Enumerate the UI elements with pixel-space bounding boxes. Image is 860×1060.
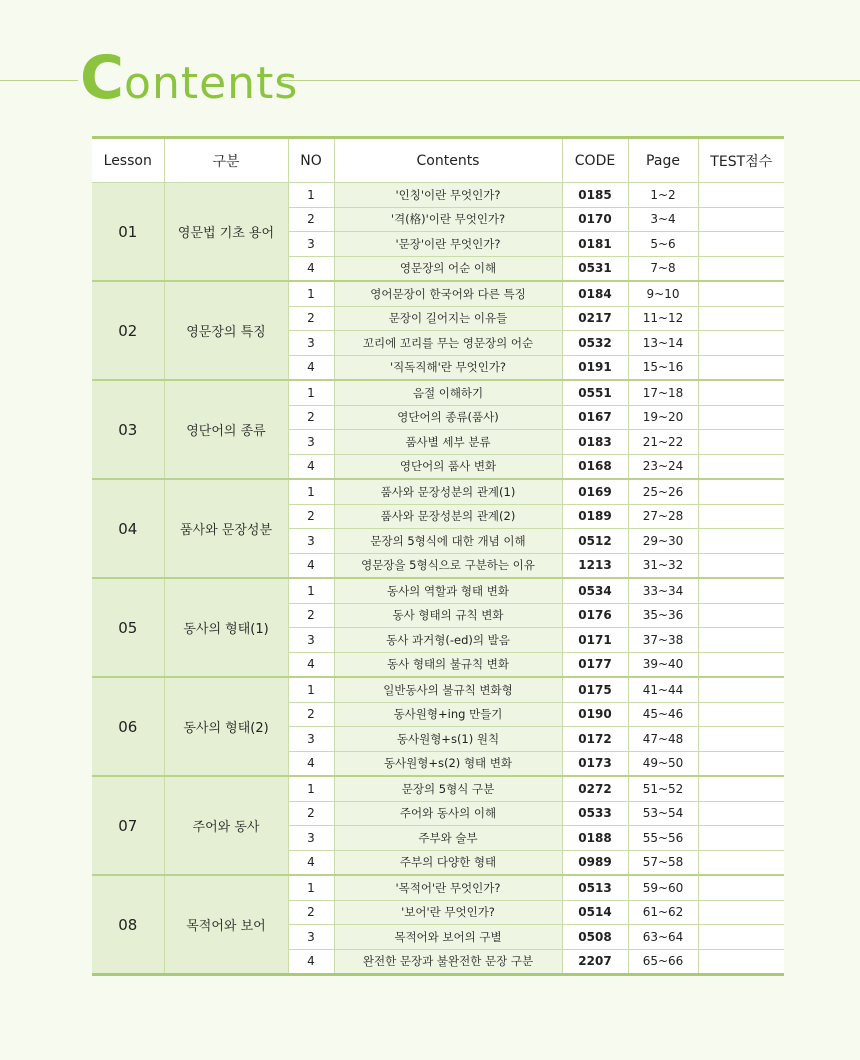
row-code: 0533 bbox=[562, 801, 628, 826]
row-page: 17~18 bbox=[628, 380, 698, 405]
row-contents: 동사원형+ing 만들기 bbox=[334, 702, 562, 727]
row-number: 3 bbox=[288, 529, 334, 554]
lesson-category: 품사와 문장성분 bbox=[164, 479, 288, 578]
table-row bbox=[92, 578, 784, 603]
test-score-cell[interactable] bbox=[698, 430, 784, 455]
row-code: 0513 bbox=[562, 875, 628, 900]
row-code: 0551 bbox=[562, 380, 628, 405]
lesson-number: 06 bbox=[92, 677, 164, 776]
test-score-cell[interactable] bbox=[698, 776, 784, 801]
row-page: 65~66 bbox=[628, 949, 698, 975]
lesson-number: 02 bbox=[92, 281, 164, 380]
test-score-cell[interactable] bbox=[698, 553, 784, 578]
table-row bbox=[92, 281, 784, 306]
row-contents: 동사원형+s(2) 형태 변화 bbox=[334, 751, 562, 776]
test-score-cell[interactable] bbox=[698, 925, 784, 950]
table-row bbox=[92, 380, 784, 405]
row-contents: '보어'란 무엇인가? bbox=[334, 900, 562, 925]
test-score-cell[interactable] bbox=[698, 355, 784, 380]
test-score-cell[interactable] bbox=[698, 875, 784, 900]
row-code: 0173 bbox=[562, 751, 628, 776]
row-code: 0272 bbox=[562, 776, 628, 801]
test-score-cell[interactable] bbox=[698, 801, 784, 826]
row-code: 0512 bbox=[562, 529, 628, 554]
test-score-cell[interactable] bbox=[698, 751, 784, 776]
row-page: 9~10 bbox=[628, 281, 698, 306]
row-contents: 목적어와 보어의 구별 bbox=[334, 925, 562, 950]
title-rest: ontents bbox=[124, 58, 299, 109]
row-code: 0169 bbox=[562, 479, 628, 504]
row-page: 55~56 bbox=[628, 826, 698, 851]
row-code: 0177 bbox=[562, 652, 628, 677]
row-contents: 문장이 길어지는 이유들 bbox=[334, 306, 562, 331]
row-code: 0508 bbox=[562, 925, 628, 950]
test-score-cell[interactable] bbox=[698, 850, 784, 875]
row-code: 0185 bbox=[562, 183, 628, 208]
test-score-cell[interactable] bbox=[698, 529, 784, 554]
header-contents: Contents bbox=[334, 138, 562, 183]
row-number: 2 bbox=[288, 603, 334, 628]
row-contents: 품사와 문장성분의 관계(1) bbox=[334, 479, 562, 504]
row-page: 33~34 bbox=[628, 578, 698, 603]
row-code: 0181 bbox=[562, 232, 628, 257]
header-category: 구분 bbox=[164, 138, 288, 183]
row-number: 2 bbox=[288, 504, 334, 529]
header-rule-left bbox=[0, 80, 78, 81]
row-code: 0190 bbox=[562, 702, 628, 727]
row-number: 2 bbox=[288, 900, 334, 925]
row-number: 1 bbox=[288, 281, 334, 306]
row-code: 0172 bbox=[562, 727, 628, 752]
test-score-cell[interactable] bbox=[698, 281, 784, 306]
test-score-cell[interactable] bbox=[698, 702, 784, 727]
row-number: 4 bbox=[288, 454, 334, 479]
row-page: 15~16 bbox=[628, 355, 698, 380]
row-contents: 품사와 문장성분의 관계(2) bbox=[334, 504, 562, 529]
header-test-score: TEST점수 bbox=[698, 138, 784, 183]
row-number: 1 bbox=[288, 578, 334, 603]
test-score-cell[interactable] bbox=[698, 405, 784, 430]
test-score-cell[interactable] bbox=[698, 900, 784, 925]
row-number: 2 bbox=[288, 306, 334, 331]
row-page: 41~44 bbox=[628, 677, 698, 702]
test-score-cell[interactable] bbox=[698, 504, 784, 529]
row-page: 5~6 bbox=[628, 232, 698, 257]
row-code: 0171 bbox=[562, 628, 628, 653]
lesson-category: 영단어의 종류 bbox=[164, 380, 288, 479]
row-number: 3 bbox=[288, 727, 334, 752]
row-number: 2 bbox=[288, 702, 334, 727]
row-page: 57~58 bbox=[628, 850, 698, 875]
row-contents: 주부와 술부 bbox=[334, 826, 562, 851]
row-code: 2207 bbox=[562, 949, 628, 975]
lesson-number: 03 bbox=[92, 380, 164, 479]
row-number: 1 bbox=[288, 380, 334, 405]
header-row bbox=[92, 138, 784, 183]
row-contents: 주어와 동사의 이해 bbox=[334, 801, 562, 826]
test-score-cell[interactable] bbox=[698, 306, 784, 331]
row-number: 1 bbox=[288, 479, 334, 504]
row-code: 0514 bbox=[562, 900, 628, 925]
lesson-category: 영문법 기초 용어 bbox=[164, 183, 288, 282]
row-code: 0176 bbox=[562, 603, 628, 628]
test-score-cell[interactable] bbox=[698, 727, 784, 752]
lesson-category: 주어와 동사 bbox=[164, 776, 288, 875]
row-number: 4 bbox=[288, 553, 334, 578]
test-score-cell[interactable] bbox=[698, 652, 784, 677]
row-page: 53~54 bbox=[628, 801, 698, 826]
row-number: 4 bbox=[288, 652, 334, 677]
row-contents: 품사별 세부 분류 bbox=[334, 430, 562, 455]
row-contents: 영단어의 종류(품사) bbox=[334, 405, 562, 430]
row-number: 4 bbox=[288, 751, 334, 776]
row-page: 37~38 bbox=[628, 628, 698, 653]
row-code: 0189 bbox=[562, 504, 628, 529]
header-rule-right bbox=[280, 80, 860, 81]
row-number: 4 bbox=[288, 256, 334, 281]
row-page: 61~62 bbox=[628, 900, 698, 925]
row-code: 0217 bbox=[562, 306, 628, 331]
header-no: NO bbox=[288, 138, 334, 183]
row-page: 1~2 bbox=[628, 183, 698, 208]
row-code: 0191 bbox=[562, 355, 628, 380]
row-code: 0188 bbox=[562, 826, 628, 851]
lesson-category: 동사의 형태(1) bbox=[164, 578, 288, 677]
row-contents: 영단어의 품사 변화 bbox=[334, 454, 562, 479]
test-score-cell[interactable] bbox=[698, 207, 784, 232]
row-page: 35~36 bbox=[628, 603, 698, 628]
test-score-cell[interactable] bbox=[698, 232, 784, 257]
title-initial: C bbox=[80, 43, 125, 113]
row-page: 27~28 bbox=[628, 504, 698, 529]
row-code: 0989 bbox=[562, 850, 628, 875]
row-page: 63~64 bbox=[628, 925, 698, 950]
row-page: 25~26 bbox=[628, 479, 698, 504]
row-page: 19~20 bbox=[628, 405, 698, 430]
row-contents: 영어문장이 한국어와 다른 특징 bbox=[334, 281, 562, 306]
row-number: 1 bbox=[288, 677, 334, 702]
row-code: 1213 bbox=[562, 553, 628, 578]
test-score-cell[interactable] bbox=[698, 183, 784, 208]
row-contents: 일반동사의 불규칙 변화형 bbox=[334, 677, 562, 702]
page-title bbox=[80, 43, 299, 114]
test-score-cell[interactable] bbox=[698, 256, 784, 281]
row-contents: 영문장의 어순 이해 bbox=[334, 256, 562, 281]
row-code: 0184 bbox=[562, 281, 628, 306]
row-contents: 영문장을 5형식으로 구분하는 이유 bbox=[334, 553, 562, 578]
row-number: 2 bbox=[288, 801, 334, 826]
row-code: 0534 bbox=[562, 578, 628, 603]
row-code: 0168 bbox=[562, 454, 628, 479]
row-number: 1 bbox=[288, 875, 334, 900]
page-header bbox=[0, 40, 860, 120]
row-code: 0183 bbox=[562, 430, 628, 455]
row-contents: '격(格)'이란 무엇인가? bbox=[334, 207, 562, 232]
table-row bbox=[92, 776, 784, 801]
lesson-number: 08 bbox=[92, 875, 164, 975]
test-score-cell[interactable] bbox=[698, 949, 784, 975]
lesson-category: 동사의 형태(2) bbox=[164, 677, 288, 776]
row-number: 1 bbox=[288, 776, 334, 801]
row-page: 31~32 bbox=[628, 553, 698, 578]
row-contents: 문장의 5형식 구분 bbox=[334, 776, 562, 801]
row-number: 3 bbox=[288, 628, 334, 653]
table-row bbox=[92, 479, 784, 504]
row-contents: 주부의 다양한 형태 bbox=[334, 850, 562, 875]
row-number: 1 bbox=[288, 183, 334, 208]
row-number: 3 bbox=[288, 232, 334, 257]
row-code: 0531 bbox=[562, 256, 628, 281]
row-page: 13~14 bbox=[628, 331, 698, 356]
row-number: 2 bbox=[288, 207, 334, 232]
test-score-cell[interactable] bbox=[698, 603, 784, 628]
row-page: 21~22 bbox=[628, 430, 698, 455]
contents-table bbox=[92, 136, 784, 976]
lesson-number: 07 bbox=[92, 776, 164, 875]
row-contents: '목적어'란 무엇인가? bbox=[334, 875, 562, 900]
row-page: 59~60 bbox=[628, 875, 698, 900]
lesson-category: 영문장의 특징 bbox=[164, 281, 288, 380]
row-page: 29~30 bbox=[628, 529, 698, 554]
row-number: 2 bbox=[288, 405, 334, 430]
header-page: Page bbox=[628, 138, 698, 183]
row-contents: 문장의 5형식에 대한 개념 이해 bbox=[334, 529, 562, 554]
row-contents: 동사의 역할과 형태 변화 bbox=[334, 578, 562, 603]
row-page: 3~4 bbox=[628, 207, 698, 232]
table-body bbox=[92, 183, 784, 975]
header-lesson: Lesson bbox=[92, 138, 164, 183]
row-page: 7~8 bbox=[628, 256, 698, 281]
table-row bbox=[92, 677, 784, 702]
row-page: 51~52 bbox=[628, 776, 698, 801]
row-code: 0167 bbox=[562, 405, 628, 430]
row-number: 4 bbox=[288, 949, 334, 975]
row-number: 3 bbox=[288, 430, 334, 455]
row-code: 0532 bbox=[562, 331, 628, 356]
row-page: 47~48 bbox=[628, 727, 698, 752]
row-contents: '문장'이란 무엇인가? bbox=[334, 232, 562, 257]
row-number: 3 bbox=[288, 925, 334, 950]
header-code: CODE bbox=[562, 138, 628, 183]
row-contents: 완전한 문장과 불완전한 문장 구분 bbox=[334, 949, 562, 975]
row-contents: '인칭'이란 무엇인가? bbox=[334, 183, 562, 208]
row-contents: '직독직해'란 무엇인가? bbox=[334, 355, 562, 380]
test-score-cell[interactable] bbox=[698, 628, 784, 653]
test-score-cell[interactable] bbox=[698, 479, 784, 504]
lesson-number: 04 bbox=[92, 479, 164, 578]
row-code: 0170 bbox=[562, 207, 628, 232]
row-page: 45~46 bbox=[628, 702, 698, 727]
test-score-cell[interactable] bbox=[698, 454, 784, 479]
test-score-cell[interactable] bbox=[698, 380, 784, 405]
lesson-category: 목적어와 보어 bbox=[164, 875, 288, 975]
test-score-cell[interactable] bbox=[698, 826, 784, 851]
row-code: 0175 bbox=[562, 677, 628, 702]
row-number: 4 bbox=[288, 850, 334, 875]
row-number: 3 bbox=[288, 331, 334, 356]
row-number: 4 bbox=[288, 355, 334, 380]
row-page: 23~24 bbox=[628, 454, 698, 479]
row-contents: 동사 과거형(-ed)의 발음 bbox=[334, 628, 562, 653]
row-page: 11~12 bbox=[628, 306, 698, 331]
test-score-cell[interactable] bbox=[698, 677, 784, 702]
row-contents: 동사 형태의 규칙 변화 bbox=[334, 603, 562, 628]
row-contents: 동사원형+s(1) 원칙 bbox=[334, 727, 562, 752]
lesson-number: 05 bbox=[92, 578, 164, 677]
row-contents: 꼬리에 꼬리를 무는 영문장의 어순 bbox=[334, 331, 562, 356]
test-score-cell[interactable] bbox=[698, 331, 784, 356]
table-row bbox=[92, 875, 784, 900]
row-contents: 동사 형태의 불규칙 변화 bbox=[334, 652, 562, 677]
table-row bbox=[92, 183, 784, 208]
row-number: 3 bbox=[288, 826, 334, 851]
row-page: 49~50 bbox=[628, 751, 698, 776]
test-score-cell[interactable] bbox=[698, 578, 784, 603]
row-contents: 음절 이해하기 bbox=[334, 380, 562, 405]
lesson-number: 01 bbox=[92, 183, 164, 282]
row-page: 39~40 bbox=[628, 652, 698, 677]
